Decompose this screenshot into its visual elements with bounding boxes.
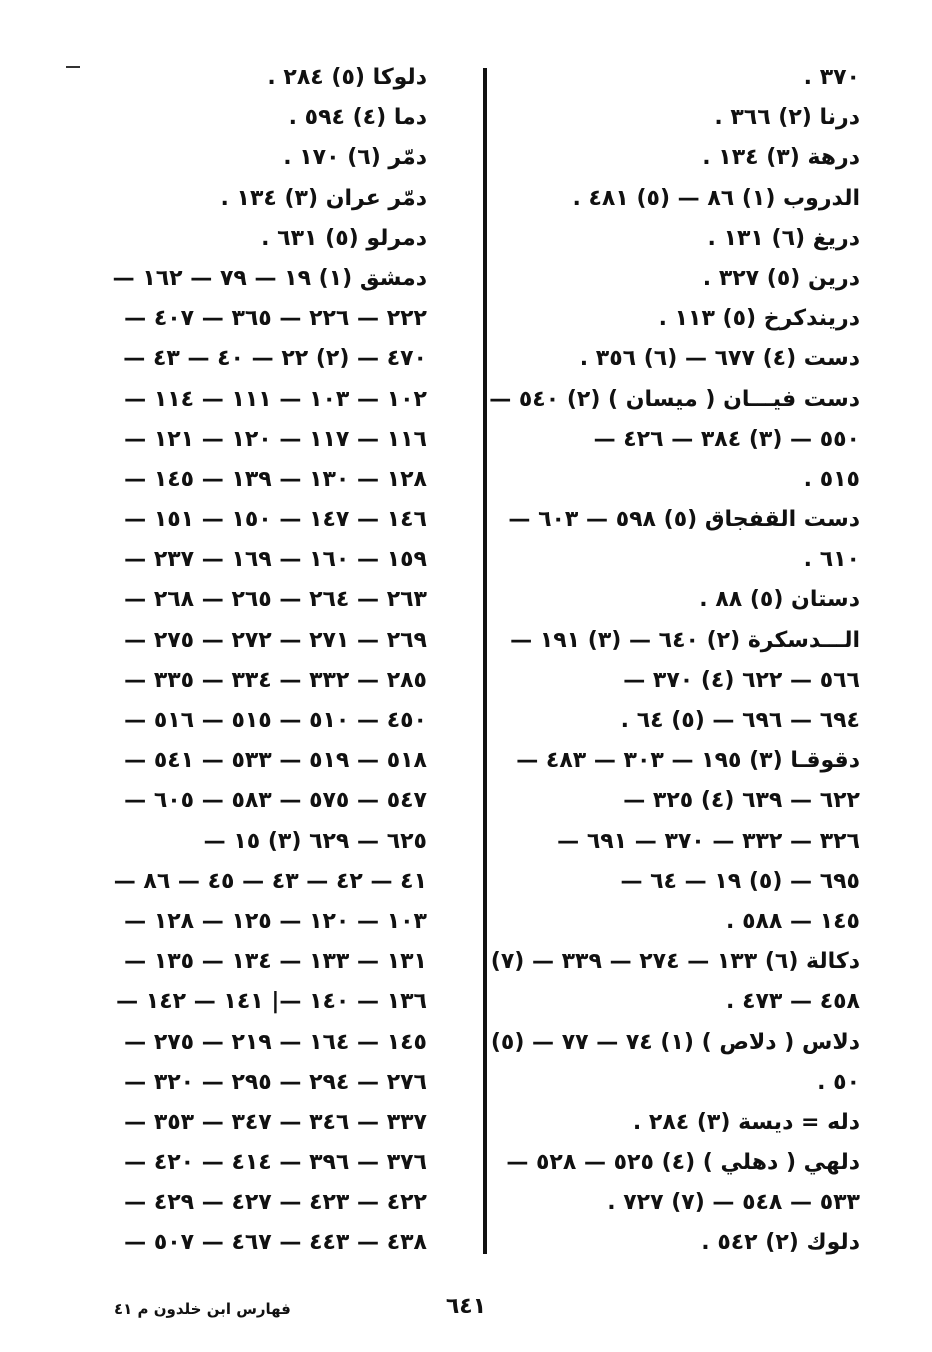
index-line: دست القفجاق (٥) ٥٩٨ — ٦٠٣ — xyxy=(508,507,860,533)
index-line: ٤٥٨ — ٤٧٣ . xyxy=(726,989,860,1015)
index-line: ١٥٩ — ١٦٠ — ١٦٩ — ٢٣٧ — xyxy=(124,547,427,573)
index-line: ٥٤٧ — ٥٧٥ — ٥٨٣ — ٦٠٥ — xyxy=(124,788,427,814)
index-line: ٥٦٦ — ٦٢٢ (٤) ٣٧٠ — xyxy=(623,667,860,693)
index-line: ١٠٢ — ١٠٣ — ١١١ — ١١٤ — xyxy=(124,386,427,412)
index-line: دقوقـا (٣) ١٩٥ — ٣٠٣ — ٤٨٣ — xyxy=(516,748,860,774)
index-line: ٣٢٦ — ٣٣٢ — ٣٧٠ — ٦٩١ — xyxy=(557,828,860,854)
index-line: دمرلو (٥) ٦٣١ . xyxy=(261,225,427,251)
corner-mark xyxy=(66,66,80,68)
index-line: ٢٦٩ — ٢٧١ — ٢٧٢ — ٢٧٥ — xyxy=(124,627,427,653)
index-line: ٦٢٢ — ٦٣٩ (٤) ٣٢٥ — xyxy=(623,788,860,814)
index-line: درين (٥) ٣٢٧ . xyxy=(702,265,860,291)
index-line: دلوكا (٥) ٢٨٤ . xyxy=(267,65,427,90)
index-line: ٥٥٠ — (٣) ٣٨٤ — ٤٢٦ — xyxy=(593,426,860,452)
index-line: دست فيـــان ( ميسان ) (٢) ٥٤٠ — xyxy=(489,386,860,412)
index-line: دست (٤) ٦٧٧ — (٦) ٣٥٦ . xyxy=(579,346,860,372)
index-line: دلاس ( دلاص ) (١) ٧٤ — ٧٧ — (٥) xyxy=(490,1029,860,1055)
index-line: دمشق (١) ١٩ — ٧٩ — ١٦٢ — xyxy=(112,265,427,291)
index-line: ٥١٥ . xyxy=(803,466,860,492)
index-line: ١٢٨ — ١٣٠ — ١٣٩ — ١٤٥ — xyxy=(124,466,427,492)
index-line: ٣٣٧ — ٣٤٦ — ٣٤٧ — ٣٥٣ — xyxy=(124,1109,427,1135)
index-line: ١٤٥ — ١٦٤ — ٢١٩ — ٢٧٥ — xyxy=(124,1029,427,1055)
index-line: دله = ديسة (٣) ٢٨٤ . xyxy=(632,1109,860,1135)
right-column xyxy=(460,58,860,1264)
index-line: ١٣٦ — ١٤٠ —| ١٤١ — ١٤٢ — xyxy=(116,989,427,1015)
index-line: ٤٥٠ — ٥١٠ — ٥١٥ — ٥١٦ — xyxy=(124,708,427,733)
index-line: ٦٩٥ — (٥) ١٩ — ٦٤ — xyxy=(620,868,860,894)
index-line: الـــدسكرة (٢) ٦٤٠ — (٣) ١٩١ — xyxy=(510,627,860,653)
index-line: ٤٣٨ — ٤٤٣ — ٤٦٧ — ٥٠٧ — xyxy=(124,1230,427,1256)
index-line: الدروب (١) ٨٦ — (٥) ٤٨١ . xyxy=(572,185,860,211)
index-line: ٢٨٥ — ٣٣٢ — ٣٣٤ — ٣٣٥ — xyxy=(124,667,427,693)
index-line: دما (٤) ٥٩٤ . xyxy=(288,105,427,131)
index-line: ١٠٣ — ١٢٠ — ١٢٥ — ١٢٨ — xyxy=(124,908,427,934)
index-line: درهة (٣) ١٣٤ . xyxy=(702,145,860,171)
index-line: ٢٦٣ — ٢٦٤ — ٢٦٥ — ٢٦٨ — xyxy=(124,587,427,613)
left-column xyxy=(107,58,427,1264)
index-line: درنا (٢) ٣٦٦ . xyxy=(714,105,860,131)
column-divider xyxy=(483,68,487,1254)
index-line: دلوك (٢) ٥٤٢ . xyxy=(701,1230,860,1256)
index-line: ٤٧٠ — (٢) ٢٢ — ٤٠ — ٤٣ — xyxy=(123,346,427,372)
page-number: ٦٤١ xyxy=(445,1294,487,1319)
index-line: دلهي ( دهلي ) (٤) ٥٢٥ — ٥٢٨ — xyxy=(506,1150,860,1176)
index-line: ٥١٨ — ٥١٩ — ٥٣٣ — ٥٤١ — xyxy=(124,748,427,774)
index-line: ٥٠ . xyxy=(817,1069,860,1095)
index-line: ٥٣٣ — ٥٤٨ — (٧) ٧٢٧ . xyxy=(607,1190,860,1216)
index-line: ٤٢٢ — ٤٢٣ — ٤٢٧ — ٤٢٩ — xyxy=(124,1190,427,1216)
index-line: ١١٦ — ١١٧ — ١٢٠ — ١٢١ — xyxy=(124,426,427,452)
index-line: ٦٢٥ — ٦٢٩ (٣) ١٥ — xyxy=(203,828,427,854)
index-line: ٢٢٢ — ٢٢٦ — ٣٦٥ — ٤٠٧ — xyxy=(124,306,427,332)
index-line: ١٤٥ — ٥٨٨ . xyxy=(726,908,860,934)
index-line: ١٣١ — ١٣٣ — ١٣٤ — ١٣٥ — xyxy=(124,949,427,975)
index-line: دستان (٥) ٨٨ . xyxy=(699,587,860,613)
index-line: ٣٧٦ — ٣٩٦ — ٤١٤ — ٤٢٠ — xyxy=(124,1150,427,1176)
index-line: ٦١٠ . xyxy=(803,547,860,573)
running-footer-title: فهارس ابن خلدون م ٤١ xyxy=(114,1300,291,1318)
index-line: دريغ (٦) ١٣١ . xyxy=(707,225,860,251)
index-line: دكالة (٦) ١٣٣ — ٢٧٤ — ٣٣٩ — (٧) xyxy=(490,949,860,975)
index-line: ١٤٦ — ١٤٧ — ١٥٠ — ١٥١ — xyxy=(124,507,427,533)
index-line: دمّر (٦) ١٧٠ . xyxy=(283,145,427,171)
index-line: ٦٩٤ — ٦٩٦ — (٥) ٦٤ . xyxy=(620,708,860,733)
index-line: دريندكرخ (٥) ١١٣ . xyxy=(658,306,860,332)
index-line: ٣٧٠ . xyxy=(803,65,860,90)
index-line: ٤١ — ٤٢ — ٤٣ — ٤٥ — ٨٦ — xyxy=(113,868,427,894)
index-line: دمّر عران (٣) ١٣٤ . xyxy=(220,185,427,211)
index-line: ٢٧٦ — ٢٩٤ — ٢٩٥ — ٣٢٠ — xyxy=(124,1069,427,1095)
